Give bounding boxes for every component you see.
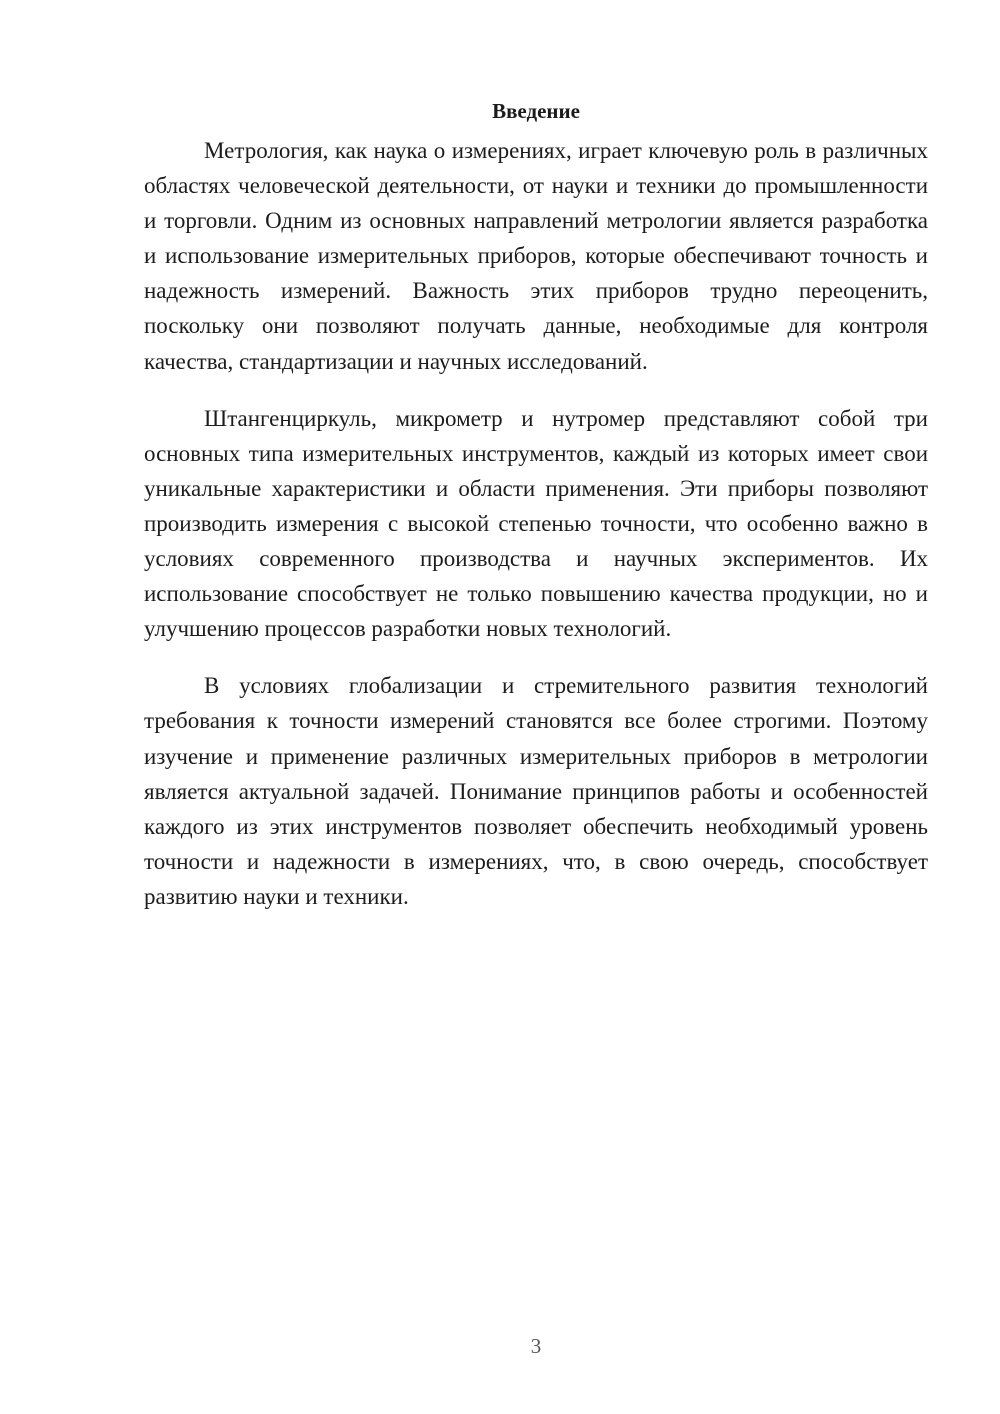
- paragraph-1: Метрология, как наука о измерениях, играет ключевую роль в различных областях человеческой деятельности, от науки и техники до промышленности и торговли. Одним из основных направлений метрологии является разработка и использование измерительных приборов, которые обеспечивают точность и надежность измерений. Важность этих приборов трудно переоценить, поскольку они позволяют получать данные, необходимые для контроля качества, стандартизации и научных исследований.: [144, 138, 928, 374]
- page-number: 3: [530, 1334, 542, 1358]
- page-content: [144, 98, 928, 936]
- paragraph-2: Штангенциркуль, микрометр и нутромер представляют собой три основных типа измерительных инструментов, каждый из которых имеет свои уникальные характеристики и области применения. Эти приборы позволяют производить измерения с высокой степенью точности, что особенно важно в условиях современного производства и научных экспериментов. Их использование способствует не только повышению качества продукции, но и улучшению процессов разработки новых технологий.: [144, 405, 928, 642]
- paragraph-3: В условиях глобализации и стремительного развития технологий требования к точности измерений становятся все более строгими. Поэтому изучение и применение различных измерительных приборов в метрологии является актуальной задачей. Понимание принципов работы и особенностей каждого из этих инструментов позволяет обеспечить необходимый уровень точности и надежности в измерениях, что, в свою очередь, способствует развитию науки и техники.: [144, 673, 928, 909]
- section-heading: Введение: [492, 99, 580, 123]
